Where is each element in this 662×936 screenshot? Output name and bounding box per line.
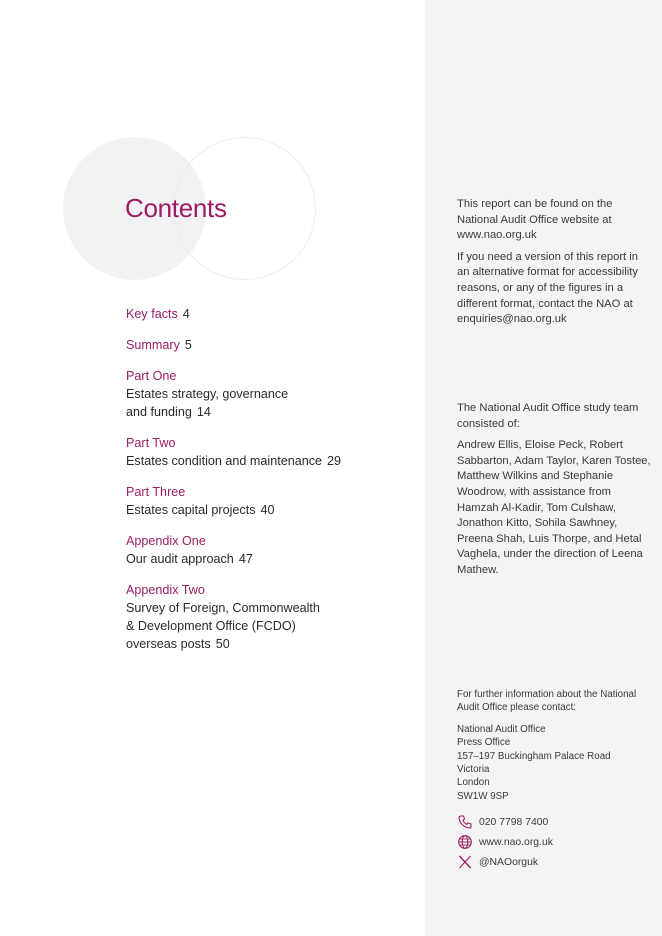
toc-entry-summary[interactable] [126, 336, 416, 354]
website-link[interactable]: www.nao.org.uk [479, 836, 553, 848]
toc-heading[interactable]: Part Three [126, 485, 186, 499]
toc-heading[interactable]: Appendix Two [126, 583, 205, 597]
website-row[interactable] [457, 832, 657, 852]
address-line: London [457, 777, 490, 789]
twitter-handle[interactable]: @NAOorguk [479, 856, 539, 868]
contact-block [457, 688, 657, 872]
page-title: Contents [125, 193, 227, 223]
toc-line: Estates condition and maintenance [126, 454, 323, 468]
toc-heading[interactable]: Summary [126, 338, 180, 352]
table-of-contents [126, 305, 416, 666]
address-line: Press Office [457, 737, 511, 749]
phone-icon [457, 814, 473, 830]
phone-number[interactable]: 020 7798 7400 [479, 816, 549, 828]
twitter-row[interactable] [457, 852, 657, 872]
toc-line: and funding [126, 405, 192, 419]
toc-line: Estates strategy, governance [126, 387, 289, 401]
toc-line: & Development Office (FCDO) [126, 619, 296, 633]
toc-entry-part-one[interactable] [126, 367, 416, 421]
toc-page-number: 40 [260, 503, 275, 517]
address-line: National Audit Office [457, 723, 546, 735]
toc-line: Survey of Foreign, Commonwealth [126, 601, 320, 615]
address-line: Victoria [457, 764, 490, 776]
toc-line: overseas posts [126, 637, 211, 651]
team-members-text: Andrew Ellis, Eloise Peck, Robert Sabbarton, Adam Taylor, Karen Tostee, Matthew Wilkins and Stephanie Woodrow, with assistance from Hamzah Al-Kadir, Tom Culshaw, Jonathon Kitto, Sohila Sawhney, Preena Shah, Luis Thorpe, and Hetal Vaghela, under the direction of Leena Mathew. [457, 439, 651, 576]
toc-heading[interactable]: Appendix One [126, 534, 206, 548]
toc-page-number: 50 [215, 637, 230, 651]
study-team [457, 401, 653, 585]
toc-entry-appendix-two[interactable] [126, 581, 416, 653]
toc-entry-appendix-one[interactable] [126, 532, 416, 568]
toc-page-number: 29 [327, 454, 342, 468]
toc-entry-key-facts[interactable] [126, 305, 416, 323]
toc-heading[interactable]: Part One [126, 369, 177, 383]
address-line: SW1W 9SP [457, 790, 509, 802]
report-location-text: This report can be found on the National Audit Office website at www.nao.org.uk [457, 198, 613, 242]
x-logo-icon [457, 854, 473, 870]
toc-line: Our audit approach [126, 552, 234, 566]
toc-entry-part-two[interactable] [126, 434, 416, 470]
team-intro-text: The National Audit Office study team consisted of: [457, 402, 639, 430]
alt-format-text: If you need a version of this report in an alternative format for accessibility reasons, or any of the figures in a different format, contact the NAO at enquiries@nao.org.uk [457, 250, 638, 326]
phone-row[interactable] [457, 812, 657, 832]
toc-page-number: 5 [184, 338, 192, 352]
toc-page-number: 14 [196, 405, 211, 419]
address-line: 157–197 Buckingham Palace Road [457, 750, 611, 762]
toc-page-number: 4 [182, 307, 190, 321]
globe-icon [457, 834, 473, 850]
toc-page-number: 47 [238, 552, 253, 566]
contact-intro-text: For further information about the National Audit Office please contact: [457, 689, 637, 714]
toc-heading[interactable]: Part Two [126, 436, 176, 450]
report-info [457, 197, 653, 334]
toc-heading[interactable]: Key facts [126, 307, 178, 321]
toc-line: Estates capital projects [126, 503, 256, 517]
toc-entry-part-three[interactable] [126, 483, 416, 519]
address-block [457, 723, 657, 803]
